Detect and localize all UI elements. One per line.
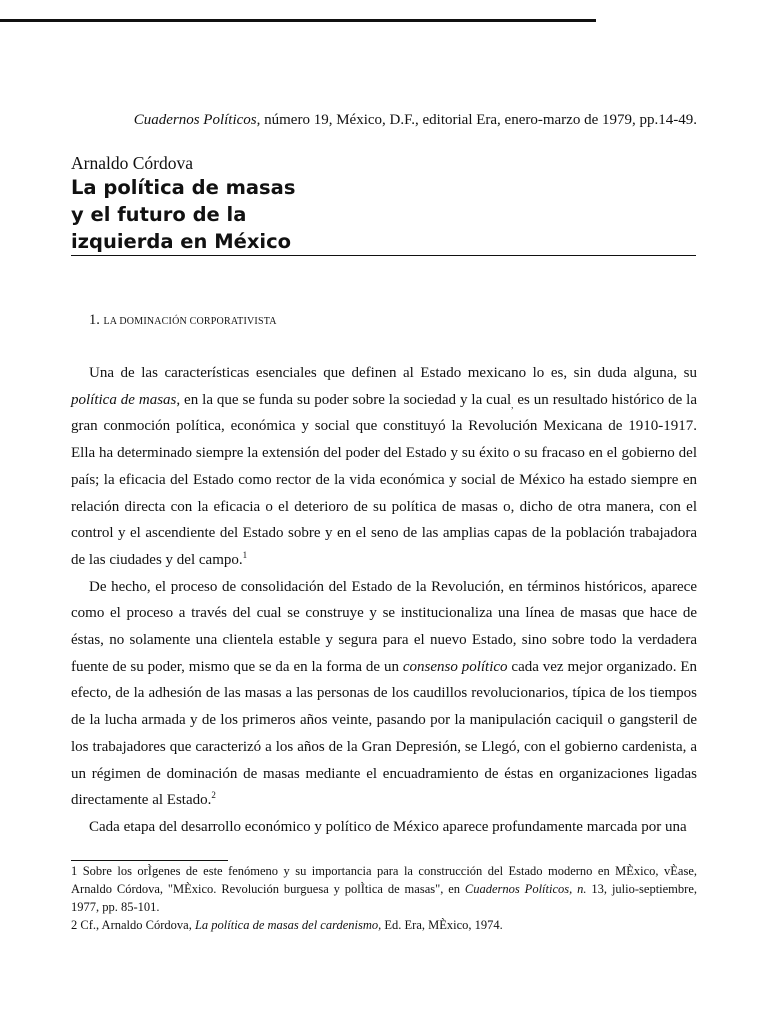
- paragraph-2-text-c: cada vez mejor organizado. En efecto, de la adhesión de las masas a las personas de los caudillos revolucionarios, típica de los tiempos de la lucha armada y de los primeros años veinte, pasando por la manipulación caciquil o gangsteril de los trabajadores que caracterizó a los años de la Gran Depresión, se Llegó, con el gobierno cardenista, a un régimen de dominación de masas mediante el encuadramiento de éstas en organizaciones ligadas directamente al Estado.: [71, 658, 697, 809]
- footnote-1: [71, 862, 697, 916]
- paragraph-1-text-d: es un resultado histórico de la gran conmoción política, económica y social que constituyó la Revolución Mexicana de 1910-1917. Ella ha determinado siempre la extensión del poder del Estado y su éxito o su fracaso en el gobierno del país; la eficacia del Estado como rector de la vida económica y social de México ha estado siempre en relación directa con la eficacia o el deterioro de su política de masas o, dicho de otra manera, con el control y el ascendiente del Estado sobre y en el seno de las amplias capas de la población trabajadora de las ciudades y del campo.: [71, 391, 697, 568]
- citation-details: , número 19, México, D.F., editorial Era, enero-marzo de 1979, pp.14-49.: [256, 112, 697, 128]
- paragraph-2-text-a: De hecho, el proceso de consolidación del Estado de la Revolución, en términos históricos, aparece como el proceso a través del cual se construye y se institucionaliza una línea de masas que hace de éstas, no solamente una clientela estable y segura para el nuevo Estado, sino sobre todo la verdadera fuente de su poder, mismo que se da en la forma de un: [71, 578, 697, 675]
- section-heading: [89, 311, 277, 331]
- section-number: 1.: [89, 312, 100, 328]
- footnote-rule: [71, 860, 228, 861]
- footnote-ref-2[interactable]: 2: [211, 790, 216, 801]
- paragraph-1: [71, 360, 697, 574]
- footnote-1-text-c: 13, julio-septiembre, 1977, pp. 85-101.: [71, 882, 697, 914]
- citation-line: [72, 110, 697, 130]
- paragraph-1-italic: política de masas: [71, 391, 177, 408]
- paragraph-3-text: Cada etapa del desarrollo económico y político de México aparece profundamente marcada por una: [89, 818, 687, 835]
- footnote-2-text-c: Ed. Era, MÈxico, 1974.: [381, 918, 503, 932]
- author-name: Arnaldo Córdova: [71, 153, 193, 173]
- paragraph-2-italic: consenso político: [402, 658, 508, 675]
- footnote-2-italic: La política de masas del cardenismo,: [194, 918, 382, 932]
- footnotes: [71, 862, 697, 934]
- title-line-1: La política de masas: [71, 176, 296, 199]
- title-line-2: y el futuro de la: [71, 203, 247, 226]
- footnote-1-text-a: 1 Sobre los orÌgenes de este fenómeno y su importancia para la construcción del Estado moderno en MÈxico, vÈase, Arnaldo Córdova, "MÈxico. Revolución burguesa y polÌtica de masas", en: [71, 864, 697, 896]
- stray-mark: ,: [511, 399, 514, 410]
- citation-journal: Cuadernos Políticos: [133, 112, 257, 128]
- article-title: [71, 174, 696, 256]
- paragraph-1-text-c: , en la que se funda su poder sobre la sociedad y la cual: [176, 391, 512, 408]
- top-rule: [0, 19, 596, 22]
- footnote-2: [71, 916, 697, 934]
- footnote-ref-1[interactable]: 1: [242, 549, 248, 560]
- title-line-3: izquierda en México: [71, 230, 292, 253]
- footnote-2-text-a: 2 Cf., Arnaldo Córdova,: [71, 918, 195, 932]
- paragraph-1-text-a: Una de las características esenciales que definen al Estado mexicano lo es, sin duda alguna, su: [89, 365, 697, 381]
- section-title: LA DOMINACIÓN CORPORATIVISTA: [103, 316, 277, 327]
- body-text: [71, 360, 697, 841]
- paragraph-3: [71, 814, 697, 841]
- footnote-1-italic: Cuadernos Políticos, n.: [464, 882, 587, 896]
- paragraph-2: [71, 574, 697, 814]
